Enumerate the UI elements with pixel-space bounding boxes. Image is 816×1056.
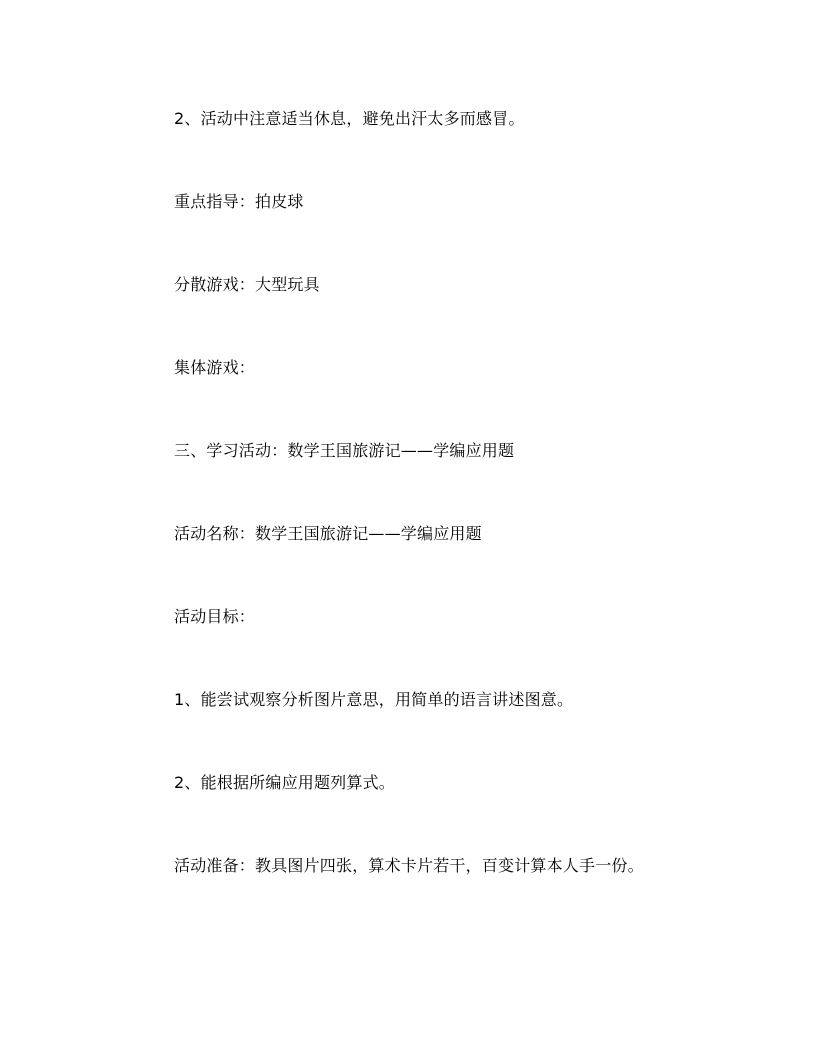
text-line-goal-2: 2、能根据所编应用题列算式。	[174, 773, 395, 792]
section-heading-learning-activity: 三、学习活动：数学王国旅游记——学编应用题	[174, 441, 515, 460]
text-line-goal-1: 1、能尝试观察分析图片意思，用简单的语言讲述图意。	[174, 690, 574, 709]
text-line-free-play: 分散游戏：大型玩具	[174, 275, 320, 294]
text-line-rest-reminder: 2、活动中注意适当休息，避免出汗太多而感冒。	[174, 109, 525, 128]
text-line-key-guidance: 重点指导：拍皮球	[174, 192, 304, 211]
text-line-activity-name: 活动名称：数学王国旅游记——学编应用题	[174, 524, 482, 543]
text-line-activity-preparation: 活动准备：教具图片四张，算术卡片若干，百变计算本人手一份。	[174, 856, 644, 875]
text-line-activity-goals: 活动目标：	[174, 607, 256, 626]
text-line-group-game: 集体游戏：	[174, 358, 256, 377]
